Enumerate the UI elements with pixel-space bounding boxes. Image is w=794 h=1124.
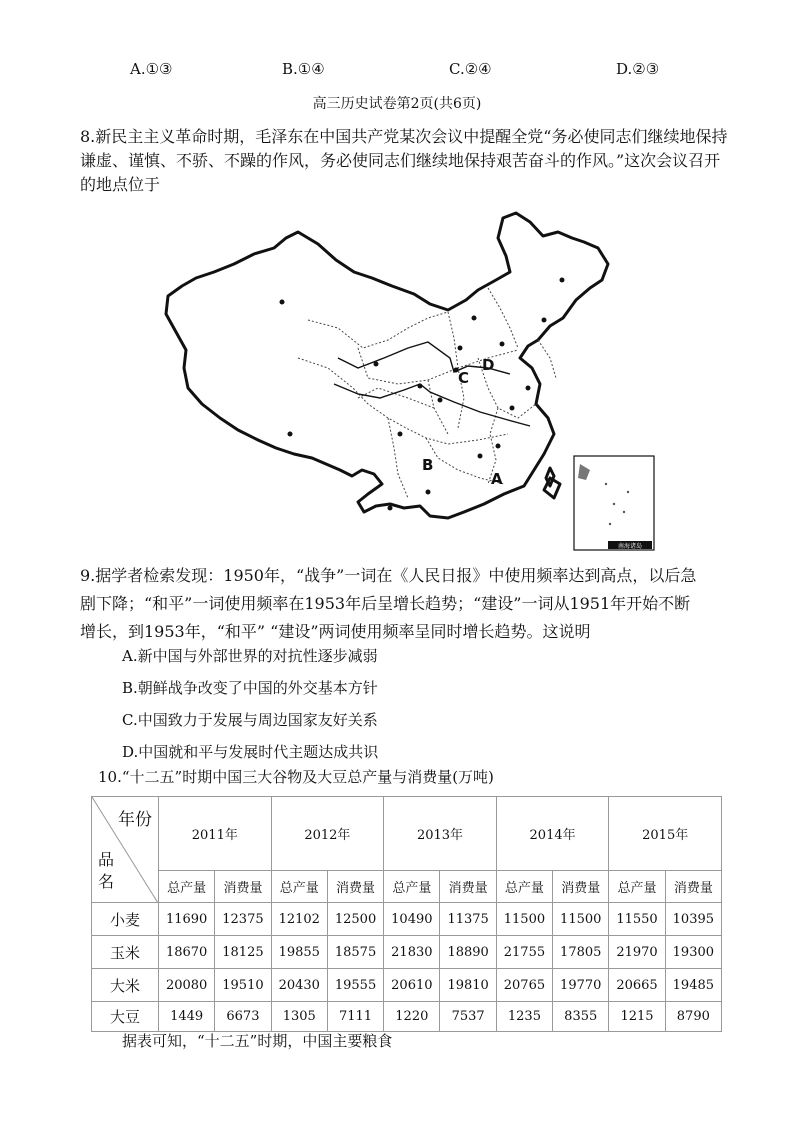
table-cell: 21755	[496, 936, 552, 969]
table-cell: 19855	[271, 936, 327, 969]
table-cell: 18890	[440, 936, 496, 969]
table-cell: 1215	[609, 1002, 665, 1032]
sub-header: 总产量	[159, 871, 215, 903]
table-cell: 11690	[159, 903, 215, 936]
map-label-d: D	[482, 356, 495, 374]
corner-year-label: 年份	[118, 810, 152, 830]
table-cell: 12500	[327, 903, 383, 936]
sub-header-row	[92, 871, 722, 903]
year-2015: 2015年	[609, 797, 722, 871]
sub-header: 消费量	[215, 871, 271, 903]
sub-header: 消费量	[440, 871, 496, 903]
table-cell: 20765	[496, 969, 552, 1002]
table-cell: 20080	[159, 969, 215, 1002]
q8-line-2: 谦虚、谨慎、不骄、不躁的作风，务必使同志们继续地保持艰苦奋斗的作风。”这次会议召开	[80, 151, 721, 170]
table-cell: 17805	[553, 936, 609, 969]
table-cell: 12375	[215, 903, 271, 936]
table-cell: 1305	[271, 1002, 327, 1032]
map-label-a: A	[491, 470, 503, 488]
year-2012: 2012年	[271, 797, 384, 871]
table-cell: 1220	[384, 1002, 440, 1032]
corner-name-label: 品名	[97, 850, 114, 891]
inset-label: 南海诸岛	[617, 543, 643, 550]
table-cell: 8355	[553, 1002, 609, 1032]
q9-line-1: 9.据学者检索发现：1950年，“战争”一词在《人民日报》中使用频率达到高点，以后急	[80, 566, 697, 585]
q8-line-1: 8.新民主主义革命时期，毛泽东在中国共产党某次会议中提醒全党“务必使同志们继续地保持	[80, 127, 728, 146]
table-cell: 18575	[327, 936, 383, 969]
table-cell: 19770	[553, 969, 609, 1002]
table-cell: 1449	[159, 1002, 215, 1032]
q10-closing-text: 据表可知，“十二五”时期，中国主要粮食	[122, 1032, 393, 1050]
table-row	[92, 969, 722, 1002]
table-cell: 18125	[215, 936, 271, 969]
option-d: D.②③	[616, 60, 660, 78]
row-label: 小麦	[92, 903, 159, 936]
option-b: B.①④	[282, 60, 325, 78]
table-cell: 7111	[327, 1002, 383, 1032]
national-border	[166, 213, 608, 518]
table-cell: 21830	[384, 936, 440, 969]
table-row	[92, 903, 722, 936]
table-cell: 20665	[609, 969, 665, 1002]
table-cell: 19555	[327, 969, 383, 1002]
table-cell: 6673	[215, 1002, 271, 1032]
page-footer: 高三历史试卷第2页(共6页)	[312, 96, 482, 112]
map-label-c: C	[458, 369, 470, 387]
sub-header: 消费量	[327, 871, 383, 903]
year-2011: 2011年	[159, 797, 272, 871]
q10-title: 10.“十二五”时期中国三大谷物及大豆总产量与消费量(万吨)	[98, 768, 494, 786]
table-cell: 11375	[440, 903, 496, 936]
sub-header: 消费量	[553, 871, 609, 903]
option-c: C.②④	[449, 60, 492, 78]
table-cell: 11500	[496, 903, 552, 936]
table-cell: 12102	[271, 903, 327, 936]
grain-data-table	[91, 796, 722, 1032]
question-9	[80, 564, 730, 644]
sub-header: 总产量	[384, 871, 440, 903]
table-cell: 7537	[440, 1002, 496, 1032]
row-label: 大米	[92, 969, 159, 1002]
q9-option-d: D.中国就和平与发展时代主题达成共识	[122, 743, 379, 761]
table-cell: 8790	[665, 1002, 721, 1032]
table-cell: 11500	[553, 903, 609, 936]
sub-header: 消费量	[665, 871, 721, 903]
question-8	[80, 125, 730, 197]
q9-option-a: A.新中国与外部世界的对抗性逐步减弱	[122, 647, 378, 665]
row-label: 玉米	[92, 936, 159, 969]
table-cell: 10490	[384, 903, 440, 936]
table-cell: 20610	[384, 969, 440, 1002]
table-cell: 18670	[159, 936, 215, 969]
q9-line-3: 增长，到1953年，“和平” “建设”两词使用频率呈同时增长趋势。这说明	[80, 622, 591, 641]
year-2013: 2013年	[384, 797, 497, 871]
table-cell: 19510	[215, 969, 271, 1002]
table-corner-cell	[92, 797, 159, 903]
south-china-sea-inset	[574, 456, 654, 550]
q9-option-c: C.中国致力于发展与周边国家友好关系	[122, 711, 378, 729]
table-cell: 10395	[665, 903, 721, 936]
china-map	[158, 208, 658, 553]
table-cell: 20430	[271, 969, 327, 1002]
table-cell: 19810	[440, 969, 496, 1002]
sub-header: 总产量	[496, 871, 552, 903]
q9-line-2: 剧下降；“和平”一词使用频率在1953年后呈增长趋势；“建设”一词从1951年开始不断	[80, 594, 691, 613]
province-capitals	[280, 278, 565, 511]
table-cell: 19300	[665, 936, 721, 969]
row-label: 大豆	[92, 1002, 159, 1032]
sub-header: 总产量	[609, 871, 665, 903]
table-cell: 1235	[496, 1002, 552, 1032]
option-a: A.①③	[130, 60, 173, 78]
table-cell: 21970	[609, 936, 665, 969]
q8-line-3: 的地点位于	[80, 175, 161, 194]
table-cell: 11550	[609, 903, 665, 936]
sub-header: 总产量	[271, 871, 327, 903]
map-label-b: B	[422, 456, 434, 474]
table-row	[92, 1002, 722, 1032]
year-2014: 2014年	[496, 797, 609, 871]
table-row	[92, 936, 722, 969]
table-cell: 19485	[665, 969, 721, 1002]
q9-option-b: B.朝鲜战争改变了中国的外交基本方针	[122, 679, 378, 697]
